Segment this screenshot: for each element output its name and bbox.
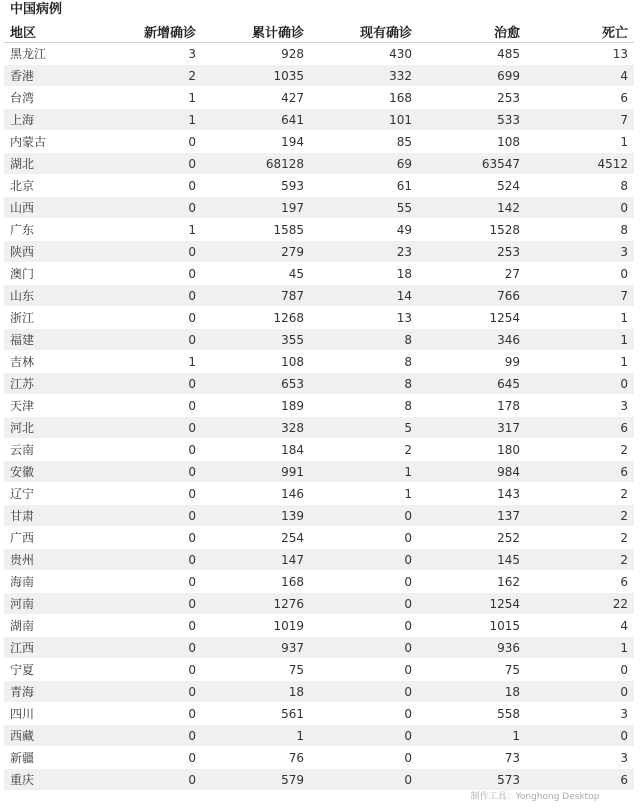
total-confirmed-cell: 184 — [202, 439, 310, 461]
total-confirmed-cell: 355 — [202, 329, 310, 351]
table-row — [4, 285, 634, 307]
header-total-confirmed: 累计确诊 — [202, 20, 310, 43]
deaths-cell: 3 — [526, 747, 634, 769]
current-confirmed-cell: 0 — [310, 571, 418, 593]
deaths-cell: 2 — [526, 527, 634, 549]
new-confirmed-cell: 0 — [104, 329, 202, 351]
total-confirmed-cell: 108 — [202, 351, 310, 373]
current-confirmed-cell: 0 — [310, 637, 418, 659]
new-confirmed-cell: 2 — [104, 65, 202, 87]
new-confirmed-cell: 1 — [104, 219, 202, 241]
deaths-cell: 1 — [526, 329, 634, 351]
table-body — [4, 43, 634, 791]
table-row — [4, 461, 634, 483]
deaths-cell: 2 — [526, 483, 634, 505]
total-confirmed-cell: 928 — [202, 43, 310, 65]
deaths-cell: 1 — [526, 307, 634, 329]
table-row — [4, 747, 634, 769]
region-cell: 四川 — [4, 703, 104, 725]
total-confirmed-cell: 197 — [202, 197, 310, 219]
deaths-cell: 1 — [526, 637, 634, 659]
region-cell: 陕西 — [4, 241, 104, 263]
table-title: 中国病例 — [10, 2, 63, 17]
current-confirmed-cell: 49 — [310, 219, 418, 241]
total-confirmed-cell: 45 — [202, 263, 310, 285]
table-row — [4, 153, 634, 175]
new-confirmed-cell: 0 — [104, 439, 202, 461]
header-deaths: 死亡 — [526, 20, 634, 43]
recovered-cell: 573 — [418, 769, 526, 791]
total-confirmed-cell: 579 — [202, 769, 310, 791]
total-confirmed-cell: 168 — [202, 571, 310, 593]
table-row — [4, 175, 634, 197]
total-confirmed-cell: 279 — [202, 241, 310, 263]
recovered-cell: 27 — [418, 263, 526, 285]
deaths-cell: 4512 — [526, 153, 634, 175]
current-confirmed-cell: 430 — [310, 43, 418, 65]
new-confirmed-cell: 0 — [104, 373, 202, 395]
total-confirmed-cell: 194 — [202, 131, 310, 153]
new-confirmed-cell: 0 — [104, 307, 202, 329]
header-new-confirmed: 新增确诊 — [104, 20, 202, 43]
table-row — [4, 593, 634, 615]
total-confirmed-cell: 427 — [202, 87, 310, 109]
current-confirmed-cell: 55 — [310, 197, 418, 219]
total-confirmed-cell: 328 — [202, 417, 310, 439]
recovered-cell: 108 — [418, 131, 526, 153]
current-confirmed-cell: 8 — [310, 329, 418, 351]
table-row — [4, 307, 634, 329]
table-row — [4, 637, 634, 659]
deaths-cell: 2 — [526, 439, 634, 461]
recovered-cell: 1015 — [418, 615, 526, 637]
table-row — [4, 439, 634, 461]
deaths-cell: 6 — [526, 87, 634, 109]
table-row — [4, 373, 634, 395]
current-confirmed-cell: 8 — [310, 373, 418, 395]
table-row — [4, 527, 634, 549]
current-confirmed-cell: 0 — [310, 593, 418, 615]
deaths-cell: 0 — [526, 659, 634, 681]
recovered-cell: 253 — [418, 87, 526, 109]
region-cell: 云南 — [4, 439, 104, 461]
total-confirmed-cell: 1268 — [202, 307, 310, 329]
current-confirmed-cell: 5 — [310, 417, 418, 439]
region-cell: 香港 — [4, 65, 104, 87]
current-confirmed-cell: 1 — [310, 483, 418, 505]
deaths-cell: 6 — [526, 417, 634, 439]
new-confirmed-cell: 0 — [104, 461, 202, 483]
current-confirmed-cell: 0 — [310, 703, 418, 725]
region-cell: 湖南 — [4, 615, 104, 637]
region-cell: 贵州 — [4, 549, 104, 571]
deaths-cell: 8 — [526, 175, 634, 197]
table-row — [4, 131, 634, 153]
recovered-cell: 73 — [418, 747, 526, 769]
total-confirmed-cell: 146 — [202, 483, 310, 505]
total-confirmed-cell: 76 — [202, 747, 310, 769]
table-row — [4, 681, 634, 703]
table-row — [4, 219, 634, 241]
region-cell: 重庆 — [4, 769, 104, 791]
region-cell: 海南 — [4, 571, 104, 593]
deaths-cell: 4 — [526, 65, 634, 87]
deaths-cell: 6 — [526, 769, 634, 791]
total-confirmed-cell: 593 — [202, 175, 310, 197]
deaths-cell: 0 — [526, 373, 634, 395]
total-confirmed-cell: 561 — [202, 703, 310, 725]
deaths-cell: 8 — [526, 219, 634, 241]
recovered-cell: 346 — [418, 329, 526, 351]
total-confirmed-cell: 68128 — [202, 153, 310, 175]
recovered-cell: 252 — [418, 527, 526, 549]
region-cell: 江苏 — [4, 373, 104, 395]
table-row — [4, 615, 634, 637]
new-confirmed-cell: 0 — [104, 549, 202, 571]
new-confirmed-cell: 0 — [104, 285, 202, 307]
table-row — [4, 241, 634, 263]
footer-credit: 制作工具：Yonghong Desktop — [470, 792, 600, 802]
cases-table — [4, 20, 634, 791]
new-confirmed-cell: 1 — [104, 87, 202, 109]
deaths-cell: 6 — [526, 461, 634, 483]
deaths-cell: 7 — [526, 285, 634, 307]
recovered-cell: 142 — [418, 197, 526, 219]
region-cell: 安徽 — [4, 461, 104, 483]
new-confirmed-cell: 0 — [104, 505, 202, 527]
recovered-cell: 317 — [418, 417, 526, 439]
recovered-cell: 18 — [418, 681, 526, 703]
current-confirmed-cell: 85 — [310, 131, 418, 153]
total-confirmed-cell: 189 — [202, 395, 310, 417]
new-confirmed-cell: 1 — [104, 351, 202, 373]
recovered-cell: 143 — [418, 483, 526, 505]
total-confirmed-cell: 1276 — [202, 593, 310, 615]
region-cell: 福建 — [4, 329, 104, 351]
new-confirmed-cell: 0 — [104, 725, 202, 747]
recovered-cell: 533 — [418, 109, 526, 131]
region-cell: 湖北 — [4, 153, 104, 175]
deaths-cell: 1 — [526, 131, 634, 153]
region-cell: 山西 — [4, 197, 104, 219]
new-confirmed-cell: 0 — [104, 747, 202, 769]
total-confirmed-cell: 991 — [202, 461, 310, 483]
new-confirmed-cell: 0 — [104, 571, 202, 593]
total-confirmed-cell: 18 — [202, 681, 310, 703]
table-row — [4, 769, 634, 791]
new-confirmed-cell: 0 — [104, 483, 202, 505]
region-cell: 台湾 — [4, 87, 104, 109]
recovered-cell: 162 — [418, 571, 526, 593]
total-confirmed-cell: 787 — [202, 285, 310, 307]
table-row — [4, 417, 634, 439]
recovered-cell: 766 — [418, 285, 526, 307]
total-confirmed-cell: 1585 — [202, 219, 310, 241]
recovered-cell: 1254 — [418, 307, 526, 329]
region-cell: 黑龙江 — [4, 43, 104, 65]
deaths-cell: 6 — [526, 571, 634, 593]
current-confirmed-cell: 0 — [310, 527, 418, 549]
region-cell: 宁夏 — [4, 659, 104, 681]
region-cell: 广西 — [4, 527, 104, 549]
current-confirmed-cell: 14 — [310, 285, 418, 307]
table-row — [4, 263, 634, 285]
region-cell: 山东 — [4, 285, 104, 307]
region-cell: 澳门 — [4, 263, 104, 285]
table-row — [4, 197, 634, 219]
total-confirmed-cell: 937 — [202, 637, 310, 659]
deaths-cell: 3 — [526, 241, 634, 263]
region-cell: 北京 — [4, 175, 104, 197]
table-row — [4, 109, 634, 131]
region-cell: 江西 — [4, 637, 104, 659]
new-confirmed-cell: 0 — [104, 131, 202, 153]
total-confirmed-cell: 1035 — [202, 65, 310, 87]
current-confirmed-cell: 0 — [310, 725, 418, 747]
recovered-cell: 137 — [418, 505, 526, 527]
recovered-cell: 75 — [418, 659, 526, 681]
region-cell: 新疆 — [4, 747, 104, 769]
current-confirmed-cell: 0 — [310, 681, 418, 703]
new-confirmed-cell: 0 — [104, 197, 202, 219]
recovered-cell: 253 — [418, 241, 526, 263]
table-row — [4, 549, 634, 571]
recovered-cell: 936 — [418, 637, 526, 659]
table-row — [4, 395, 634, 417]
new-confirmed-cell: 0 — [104, 241, 202, 263]
new-confirmed-cell: 1 — [104, 109, 202, 131]
current-confirmed-cell: 23 — [310, 241, 418, 263]
new-confirmed-cell: 0 — [104, 153, 202, 175]
new-confirmed-cell: 3 — [104, 43, 202, 65]
table-row — [4, 703, 634, 725]
new-confirmed-cell: 0 — [104, 175, 202, 197]
region-cell: 西藏 — [4, 725, 104, 747]
deaths-cell: 0 — [526, 263, 634, 285]
current-confirmed-cell: 0 — [310, 659, 418, 681]
table-header — [4, 20, 634, 43]
total-confirmed-cell: 75 — [202, 659, 310, 681]
recovered-cell: 524 — [418, 175, 526, 197]
table-row — [4, 87, 634, 109]
current-confirmed-cell: 168 — [310, 87, 418, 109]
total-confirmed-cell: 147 — [202, 549, 310, 571]
table-row — [4, 65, 634, 87]
region-cell: 甘肃 — [4, 505, 104, 527]
recovered-cell: 485 — [418, 43, 526, 65]
region-cell: 青海 — [4, 681, 104, 703]
table-row — [4, 483, 634, 505]
recovered-cell: 645 — [418, 373, 526, 395]
region-cell: 内蒙古 — [4, 131, 104, 153]
region-cell: 浙江 — [4, 307, 104, 329]
current-confirmed-cell: 101 — [310, 109, 418, 131]
deaths-cell: 4 — [526, 615, 634, 637]
current-confirmed-cell: 0 — [310, 769, 418, 791]
table-row — [4, 571, 634, 593]
recovered-cell: 1254 — [418, 593, 526, 615]
header-recovered: 治愈 — [418, 20, 526, 43]
new-confirmed-cell: 0 — [104, 659, 202, 681]
new-confirmed-cell: 0 — [104, 593, 202, 615]
table-row — [4, 43, 634, 65]
current-confirmed-cell: 0 — [310, 615, 418, 637]
new-confirmed-cell: 0 — [104, 637, 202, 659]
deaths-cell: 1 — [526, 351, 634, 373]
recovered-cell: 63547 — [418, 153, 526, 175]
table-row — [4, 725, 634, 747]
total-confirmed-cell: 641 — [202, 109, 310, 131]
total-confirmed-cell: 139 — [202, 505, 310, 527]
region-cell: 上海 — [4, 109, 104, 131]
table-row — [4, 505, 634, 527]
region-cell: 天津 — [4, 395, 104, 417]
header-current-confirmed: 现有确诊 — [310, 20, 418, 43]
current-confirmed-cell: 332 — [310, 65, 418, 87]
recovered-cell: 145 — [418, 549, 526, 571]
total-confirmed-cell: 254 — [202, 527, 310, 549]
current-confirmed-cell: 18 — [310, 263, 418, 285]
new-confirmed-cell: 0 — [104, 395, 202, 417]
deaths-cell: 13 — [526, 43, 634, 65]
recovered-cell: 1528 — [418, 219, 526, 241]
current-confirmed-cell: 2 — [310, 439, 418, 461]
current-confirmed-cell: 8 — [310, 395, 418, 417]
deaths-cell: 3 — [526, 703, 634, 725]
deaths-cell: 7 — [526, 109, 634, 131]
region-cell: 广东 — [4, 219, 104, 241]
recovered-cell: 699 — [418, 65, 526, 87]
region-cell: 河北 — [4, 417, 104, 439]
recovered-cell: 984 — [418, 461, 526, 483]
recovered-cell: 178 — [418, 395, 526, 417]
region-cell: 河南 — [4, 593, 104, 615]
current-confirmed-cell: 69 — [310, 153, 418, 175]
new-confirmed-cell: 0 — [104, 703, 202, 725]
current-confirmed-cell: 0 — [310, 747, 418, 769]
current-confirmed-cell: 1 — [310, 461, 418, 483]
total-confirmed-cell: 1 — [202, 725, 310, 747]
new-confirmed-cell: 0 — [104, 417, 202, 439]
region-cell: 辽宁 — [4, 483, 104, 505]
total-confirmed-cell: 653 — [202, 373, 310, 395]
table-row — [4, 351, 634, 373]
deaths-cell: 0 — [526, 681, 634, 703]
deaths-cell: 22 — [526, 593, 634, 615]
current-confirmed-cell: 13 — [310, 307, 418, 329]
total-confirmed-cell: 1019 — [202, 615, 310, 637]
header-region: 地区 — [4, 20, 104, 43]
current-confirmed-cell: 0 — [310, 549, 418, 571]
new-confirmed-cell: 0 — [104, 769, 202, 791]
recovered-cell: 558 — [418, 703, 526, 725]
new-confirmed-cell: 0 — [104, 263, 202, 285]
deaths-cell: 3 — [526, 395, 634, 417]
recovered-cell: 1 — [418, 725, 526, 747]
table-row — [4, 329, 634, 351]
header-row — [4, 20, 634, 43]
deaths-cell: 2 — [526, 549, 634, 571]
recovered-cell: 180 — [418, 439, 526, 461]
table-row — [4, 659, 634, 681]
current-confirmed-cell: 0 — [310, 505, 418, 527]
region-cell: 吉林 — [4, 351, 104, 373]
current-confirmed-cell: 8 — [310, 351, 418, 373]
new-confirmed-cell: 0 — [104, 615, 202, 637]
current-confirmed-cell: 61 — [310, 175, 418, 197]
new-confirmed-cell: 0 — [104, 681, 202, 703]
deaths-cell: 0 — [526, 725, 634, 747]
deaths-cell: 0 — [526, 197, 634, 219]
new-confirmed-cell: 0 — [104, 527, 202, 549]
deaths-cell: 2 — [526, 505, 634, 527]
recovered-cell: 99 — [418, 351, 526, 373]
